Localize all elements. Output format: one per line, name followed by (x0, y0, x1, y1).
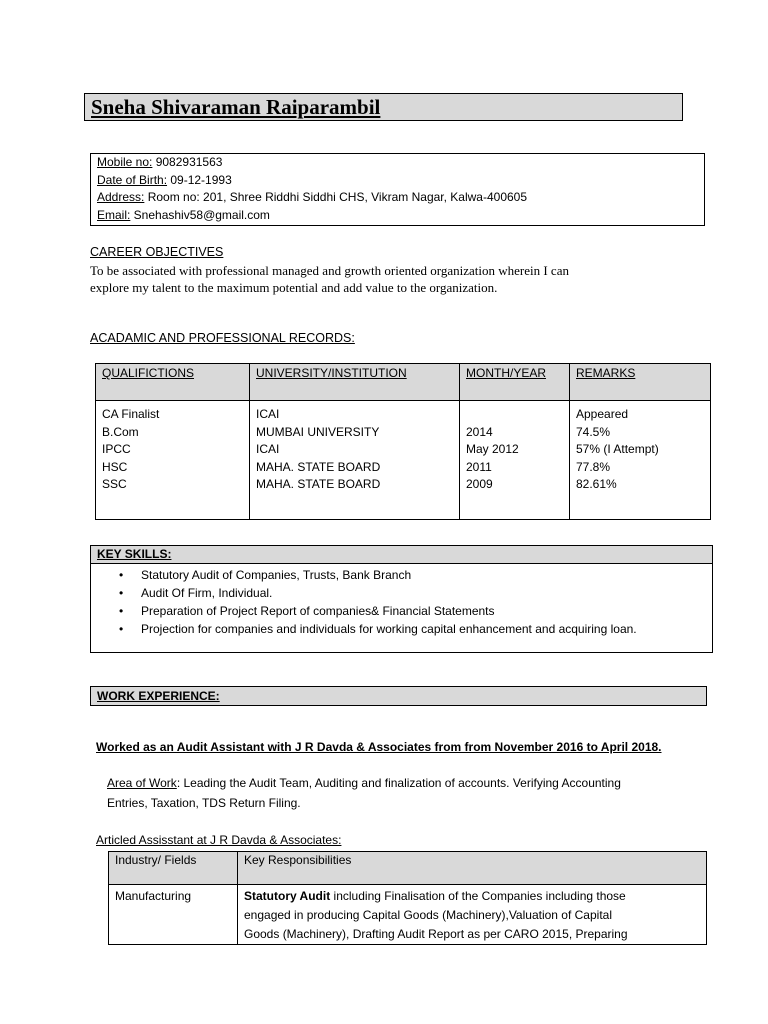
mobile-value: 9082931563 (152, 155, 223, 169)
remarks-column (570, 401, 711, 520)
career-objectives-title: CAREER OBJECTIVES (90, 245, 224, 259)
qualification: IPCC (102, 442, 131, 456)
bullet-icon: • (119, 622, 124, 636)
skill-item: • Preparation of Project Report of companies& Financial Statements (119, 604, 495, 618)
bullet-icon: • (119, 586, 124, 600)
bullet-icon: • (119, 604, 124, 618)
mobile-line (97, 154, 704, 172)
area-of-work-text-2: Entries, Taxation, TDS Return Filing. (107, 796, 301, 810)
name-header (84, 93, 683, 121)
career-objectives-line-1: To be associated with professional managed and growth oriented organization wherein I can (90, 263, 569, 278)
mobile-label: Mobile no: (97, 155, 153, 169)
candidate-name: Sneha Shivaraman Raiparambil (91, 95, 381, 119)
key-skills-box (90, 545, 713, 653)
remark: 57% (I Attempt) (576, 442, 659, 456)
skill-item: • Audit Of Firm, Individual. (119, 586, 273, 600)
area-of-work-text: : Leading the Audit Team, Auditing and finalization of accounts. Verifying Accounting (176, 776, 621, 790)
dob-line (97, 172, 704, 190)
work-position: Worked as an Audit Assistant with J R Davda & Associates from from November 2016 to April 2018. (96, 740, 662, 754)
header-university: UNIVERSITY/INSTITUTION (250, 364, 460, 401)
remark: 77.8% (576, 459, 611, 474)
address-label: Address: (97, 190, 145, 204)
key-skills-title: KEY SKILLS: (90, 545, 713, 564)
month-year-column (460, 401, 570, 520)
header-month-year: MONTH/YEAR (460, 364, 570, 401)
qualification: CA Finalist (102, 407, 160, 421)
address-line (97, 189, 704, 207)
university: MAHA. STATE BOARD (256, 459, 381, 474)
academic-header-row (96, 364, 711, 401)
area-of-work-label: Area of Work (107, 776, 177, 790)
email-value: Snehashiv58@gmail.com (130, 207, 270, 222)
month-year: 2014 (466, 424, 493, 439)
articled-table (108, 851, 707, 945)
academic-records-title: ACADAMIC AND PROFESSIONAL RECORDS: (90, 331, 355, 345)
qualifications-column (96, 401, 250, 520)
university: MUMBAI UNIVERSITY (256, 424, 380, 439)
academic-body-row (96, 401, 711, 520)
work-experience-title: WORK EXPERIENCE: (90, 686, 707, 706)
bullet-icon: • (119, 568, 124, 582)
responsibility-heading: Statutory Audit (244, 889, 331, 903)
career-objectives-line-2: explore my talent to the maximum potential and add value to the organization. (90, 280, 498, 295)
qualification: SSC (102, 477, 127, 491)
university: MAHA. STATE BOARD (256, 477, 381, 491)
qualification: HSC (102, 459, 128, 474)
header-qualifications: QUALIFICTIONS (96, 364, 250, 401)
email-label: Email: (97, 207, 131, 222)
key-skills-list (91, 566, 637, 638)
month-year: 2011 (466, 459, 492, 474)
articled-title: Articled Assisstant at J R Davda & Associates: (96, 833, 342, 847)
university: ICAI (256, 442, 280, 456)
area-of-work (107, 773, 621, 813)
articled-row (109, 885, 707, 945)
skill-item: • Statutory Audit of Companies, Trusts, Bank Branch (119, 568, 412, 582)
header-remarks: REMARKS (570, 364, 711, 401)
email-line (97, 207, 704, 225)
articled-header-row (109, 852, 707, 885)
university: ICAI (256, 407, 280, 421)
qualification: B.Com (102, 424, 139, 439)
remark: Appeared (576, 407, 629, 421)
responsibilities: Statutory Audit including Finalisation of the Companies including those engaged in producing Capital Goods (Machinery),Valuation of Capital Goods (Machinery), Drafting Audit Report as per CARO 2015, Preparing (238, 885, 707, 945)
month-year (466, 406, 569, 424)
industry-field: Manufacturing (109, 885, 238, 945)
contact-box (90, 153, 705, 226)
skill-item: • Projection for companies and individuals for working capital enhancement and acquiring loan. (119, 622, 637, 636)
month-year: May 2012 (466, 442, 519, 456)
address-value: Room no: 201, Shree Riddhi Siddhi CHS, Vikram Nagar, Kalwa-400605 (144, 190, 528, 204)
dob-label: Date of Birth: (97, 172, 168, 187)
remark: 82.61% (576, 477, 617, 491)
academic-records-table (95, 363, 711, 520)
university-column (250, 401, 460, 520)
header-industry: Industry/ Fields (109, 852, 238, 885)
remark: 74.5% (576, 424, 611, 439)
dob-value: 09-12-1993 (167, 172, 232, 187)
month-year: 2009 (466, 477, 493, 491)
header-responsibilities: Key Responsibilities (238, 852, 707, 885)
